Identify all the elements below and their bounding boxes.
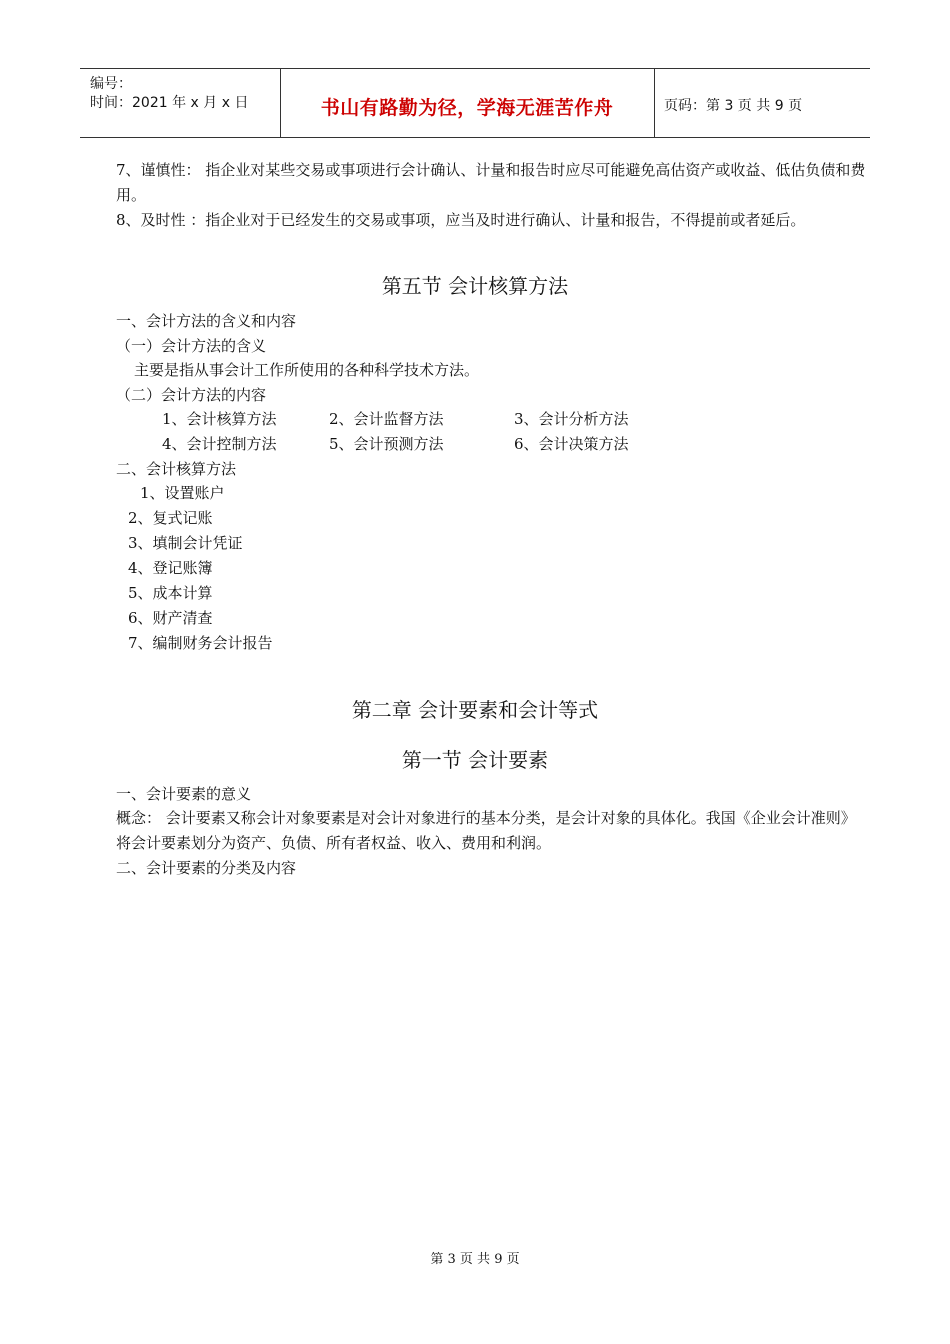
heading-element-classification: 二、会计要素的分类及内容 bbox=[116, 859, 297, 877]
subheading-method-content: （二）会计方法的内容 bbox=[116, 386, 267, 404]
header-motto: 书山有路勤为径，学海无涯苦作舟 bbox=[320, 97, 614, 119]
method-item: 1、会计核算方法 bbox=[162, 410, 277, 428]
paragraph-prudence: 7、谨慎性： 指企业对某些交易或事项进行会计确认、计量和报告时应尽可能避免高估资产或收益、低估负债和费用。 bbox=[116, 161, 866, 204]
accounting-method-item: 3、填制会计凭证 bbox=[128, 534, 243, 552]
section-title-accounting-elements: 第一节 会计要素 bbox=[401, 748, 549, 772]
accounting-method-item: 4、登记账簿 bbox=[128, 559, 213, 577]
accounting-method-item: 7、编制财务会计报告 bbox=[128, 634, 273, 652]
method-item: 4、会计控制方法 bbox=[162, 435, 277, 453]
header-page-number: 页码：第 3 页 共 9 页 bbox=[664, 98, 803, 114]
section-title-accounting-methods: 第五节 会计核算方法 bbox=[381, 274, 569, 298]
accounting-method-item: 1、设置账户 bbox=[140, 484, 225, 502]
method-item: 3、会计分析方法 bbox=[514, 410, 629, 428]
accounting-method-item: 5、成本计算 bbox=[128, 584, 213, 602]
heading-method-meaning-content: 一、会计方法的含义和内容 bbox=[116, 312, 297, 330]
concept-paragraph: 概念： 会计要素又称会计对象要素是对会计对象进行的基本分类，是会计对象的具体化。我国《企业会计准则》将会计要素划分为资产、负债、所有者权益、收入、费用和利润。 bbox=[116, 809, 856, 852]
page-header bbox=[80, 68, 870, 138]
heading-element-meaning: 一、会计要素的意义 bbox=[116, 785, 252, 803]
paragraph-timeliness: 8、及时性 ：指企业对于已经发生的交易或事项，应当及时进行确认、计量和报告，不得提前或者延后。 bbox=[116, 211, 806, 229]
document-number-label: 编号： bbox=[90, 76, 132, 92]
header-right-cell bbox=[655, 69, 870, 137]
heading-accounting-methods: 二、会计核算方法 bbox=[116, 460, 237, 478]
method-item: 5、会计预测方法 bbox=[329, 435, 444, 453]
header-center-cell bbox=[280, 69, 655, 137]
accounting-method-item: 2、复式记账 bbox=[128, 509, 213, 527]
method-item: 6、会计决策方法 bbox=[514, 435, 629, 453]
subheading-method-meaning: （一）会计方法的含义 bbox=[116, 337, 267, 355]
page-footer: 第 3 页 共 9 页 bbox=[430, 1252, 520, 1267]
method-item: 2、会计监督方法 bbox=[329, 410, 444, 428]
method-meaning-text: 主要是指从事会计工作所使用的各种科学技术方法。 bbox=[134, 361, 480, 379]
document-date: 时间：2021 年 x 月 x 日 bbox=[90, 95, 249, 111]
chapter-title: 第二章 会计要素和会计等式 bbox=[351, 698, 599, 722]
header-left-cell bbox=[80, 69, 281, 137]
accounting-method-item: 6、财产清查 bbox=[128, 609, 213, 627]
